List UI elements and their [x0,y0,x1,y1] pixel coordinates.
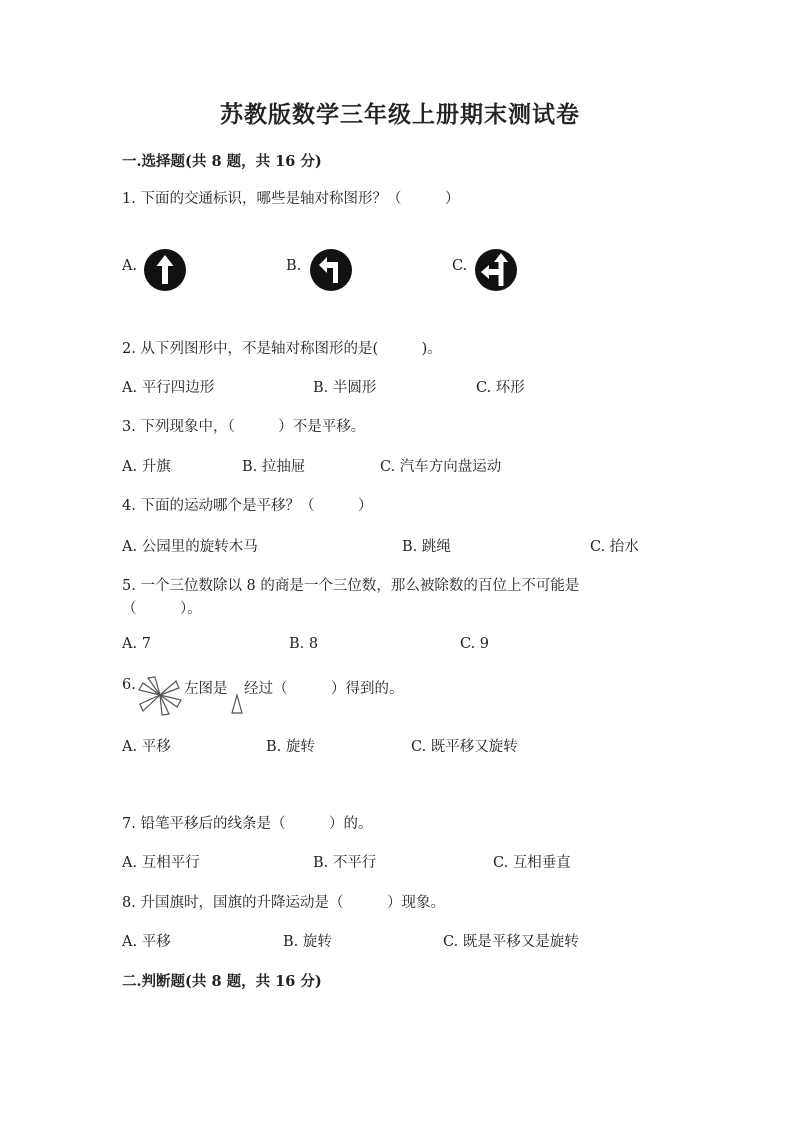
question-1: 1. 下面的交通标识，哪些是轴对称图形？（ ） [122,191,460,207]
q6-option-a[interactable]: A. 平移 [122,739,171,755]
q2-option-a[interactable]: A. 平行四边形 [122,380,215,396]
q6-option-c[interactable]: C. 既平移又旋转 [411,739,518,755]
question-4: 4. 下面的运动哪个是平移？（ ） [122,498,373,514]
question-2: 2. 从下列图形中，不是轴对称图形的是( )。 [122,341,442,357]
question-3: 3. 下列现象中，（ ）不是平移。 [122,419,366,435]
q5-option-a[interactable]: A. 7 [122,636,151,652]
q7-option-a[interactable]: A. 互相平行 [122,855,200,871]
question-8: 8. 升国旗时，国旗的升降运动是（ ）现象。 [122,895,445,911]
question-7: 7. 铅笔平移后的线条是（ ）的。 [122,816,373,832]
q3-option-b[interactable]: B. 拉抽屉 [242,459,306,475]
section-heading-choice: 一.选择题(共 8 题，共 16 分) [122,153,322,170]
question-5-line-2: （ ）。 [122,601,202,617]
q1-option-b[interactable]: B. [286,258,302,274]
q5-option-b[interactable]: B. 8 [289,636,319,652]
q2-option-b[interactable]: B. 半圆形 [313,380,377,396]
q4-option-a[interactable]: A. 公园里的旋转木马 [122,539,258,555]
turn-left-sign-icon [309,248,353,292]
q6-option-b[interactable]: B. 旋转 [266,739,315,755]
q4-option-b[interactable]: B. 跳绳 [402,539,451,555]
q5-option-c[interactable]: C. 9 [460,636,490,652]
q2-option-c[interactable]: C. 环形 [476,380,525,396]
q4-option-c[interactable]: C. 抬水 [590,539,639,555]
question-5-line-1: 5. 一个三位数除以 8 的商是一个三位数，那么被除数的百位上不可能是 [122,578,580,594]
q1-option-a[interactable]: A. [122,258,138,274]
q7-option-c[interactable]: C. 互相垂直 [493,855,571,871]
up-or-left-sign-icon [474,248,518,292]
q1-option-c[interactable]: C. [452,258,468,274]
page-title: 苏教版数学三年级上册期末测试卷 [220,101,580,128]
question-6-number: 6. [122,677,136,693]
q8-option-a[interactable]: A. 平移 [122,934,171,950]
section-heading-judgment: 二.判断题(共 8 题，共 16 分) [122,973,322,990]
q8-option-c[interactable]: C. 既是平移又是旋转 [443,934,579,950]
q7-option-b[interactable]: B. 不平行 [313,855,377,871]
triangle-figure-icon [230,693,244,715]
arrow-up-sign-icon [143,248,187,292]
q3-option-c[interactable]: C. 汽车方向盘运动 [380,459,502,475]
q3-option-a[interactable]: A. 升旗 [122,459,171,475]
question-6-text-a: 左图是 [184,681,228,697]
q8-option-b[interactable]: B. 旋转 [283,934,332,950]
pinwheel-figure-icon [138,674,182,716]
question-6-text-b: 经过（ ）得到的。 [244,681,404,697]
